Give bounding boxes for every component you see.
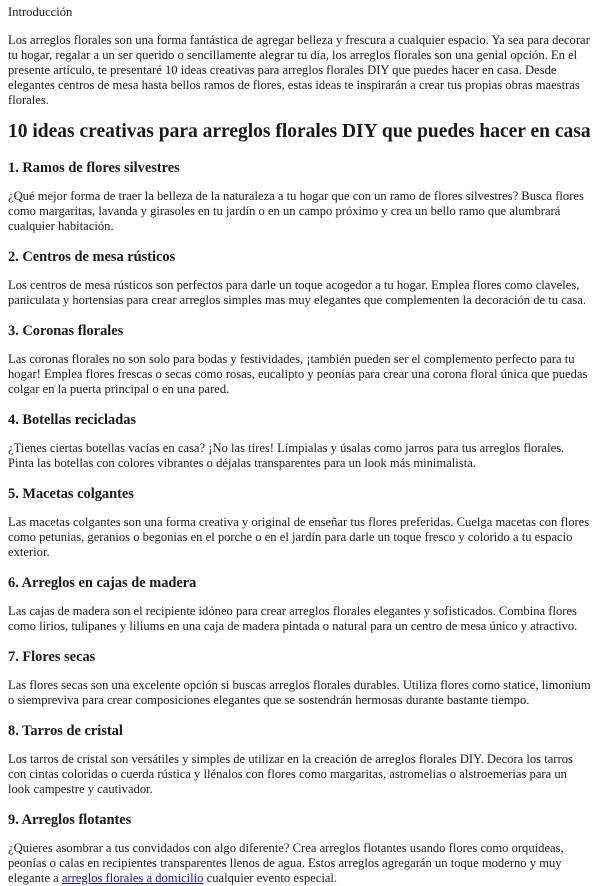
section-heading: 4. Botellas recicladas: [8, 412, 137, 428]
section-text: Las coronas florales no son solo para bodas y festividades, ¡también pueden ser el complemento perfecto para tu hogar! Emplea flores frescas o secas como rosas, eucalipto y peonías para crear una corona floral única que puedas colgar en la puerta principal o en una pared.: [8, 352, 588, 396]
section-heading: 2. Centros de mesa rústicos: [8, 249, 176, 265]
section-7: [8, 648, 592, 708]
section-heading: 8. Tarros de cristal: [8, 723, 123, 739]
section-heading: 9. Arreglos flotantes: [8, 812, 132, 828]
section-heading: 7. Flores secas: [8, 649, 96, 665]
section-text: Las cajas de madera son el recipiente idóneo para crear arreglos florales elegantes y sofisticados. Combina flores como lirios, tulipanes y liliums en una caja de madera pintada o natural para un centro de mesa único y atractivo.: [8, 604, 578, 633]
section-heading: 6. Arreglos en cajas de madera: [8, 575, 197, 591]
section-9: [8, 811, 592, 886]
section-text: Los tarros de cristal son versátiles y simples de utilizar en la creación de arreglos florales DIY. Decora los tarros con cintas coloridas o cuerda rústica y llénalos con flores como margaritas, astromelias o alstroemerias para un look campestre y cautivador.: [8, 752, 573, 796]
section-heading: 5. Macetas colgantes: [8, 486, 134, 502]
section-6: [8, 574, 592, 634]
section-text: ¿Qué mejor forma de traer la belleza de la naturaleza a tu hogar que con un ramo de flores silvestres? Busca flores como margaritas, lavanda y girasoles en tu jardín o en un campo próximo y crea un bello ramo que alumbrará cualquier habitación.: [8, 189, 584, 233]
arreglos-florales-link[interactable]: arreglos florales a domicilio: [61, 871, 204, 885]
intro-paragraph: Los arreglos florales son una forma fantástica de agregar belleza y frescura a cualquier espacio. Ya sea para decorar tu hogar, regalar a un ser querido o sencillamente alegrar tu día, los arreglos florales son una genial opción. En el presente artículo, te presentaré 10 ideas creativas para arreglos florales DIY que puedes hacer en casa. Desde elegantes centros de mesa hasta bellos ramos de flores, estas ideas te inspirarán a crear tus propias obras maestras florales.: [8, 33, 590, 107]
section-5: [8, 485, 592, 560]
section-text-after-link: cualquier evento especial.: [203, 871, 338, 885]
section-2: [8, 248, 592, 308]
section-8: [8, 722, 592, 797]
section-3: [8, 322, 592, 397]
section-text: Las macetas colgantes son una forma creativa y original de enseñar tus flores preferidas. Cuelga macetas con flores como petunias, geranios o begonias en el porche o en el jardín para darle un toque fresco y colorido a tu espacio exterior.: [8, 515, 590, 559]
section-text: Los centros de mesa rústicos son perfectos para darle un toque acogedor a tu hogar. Emplea flores como claveles, paniculata y hortensias para crear arreglos simples mas muy elegantes que complementen la decoración de tu casa.: [8, 278, 587, 307]
section-heading: 3. Coronas florales: [8, 323, 124, 339]
section-text: ¿Tienes ciertas botellas vacías en casa? ¡No las tires! Límpialas y úsalas como jarros para tus arreglos florales. Pinta las botellas con colores vibrantes o déjalas transparentes para un look más minimalista.: [8, 441, 565, 470]
article-title: 10 ideas creativas para arreglos florales DIY que puedes hacer en casa: [8, 121, 591, 142]
intro-heading: Introducción: [8, 5, 73, 19]
section-text: Las flores secas son una excelente opción si buscas arreglos florales durables. Utiliza flores como statice, limonium o siempreviva para crear composiciones elegantes que se sostendrán hermosas durante bastante tiempo.: [8, 678, 591, 707]
section-4: [8, 411, 592, 471]
section-text-before-link: ¿Quieres asombrar a tus convidados con algo diferente? Crea arreglos flotantes usando flores como orquídeas, peonías o calas en recipientes transparentes llenos de agua. Estos arreglos agregarán un toque moderno y muy elegante a: [8, 841, 564, 885]
section-heading: 1. Ramos de flores silvestres: [8, 160, 180, 176]
section-1: [8, 159, 592, 234]
